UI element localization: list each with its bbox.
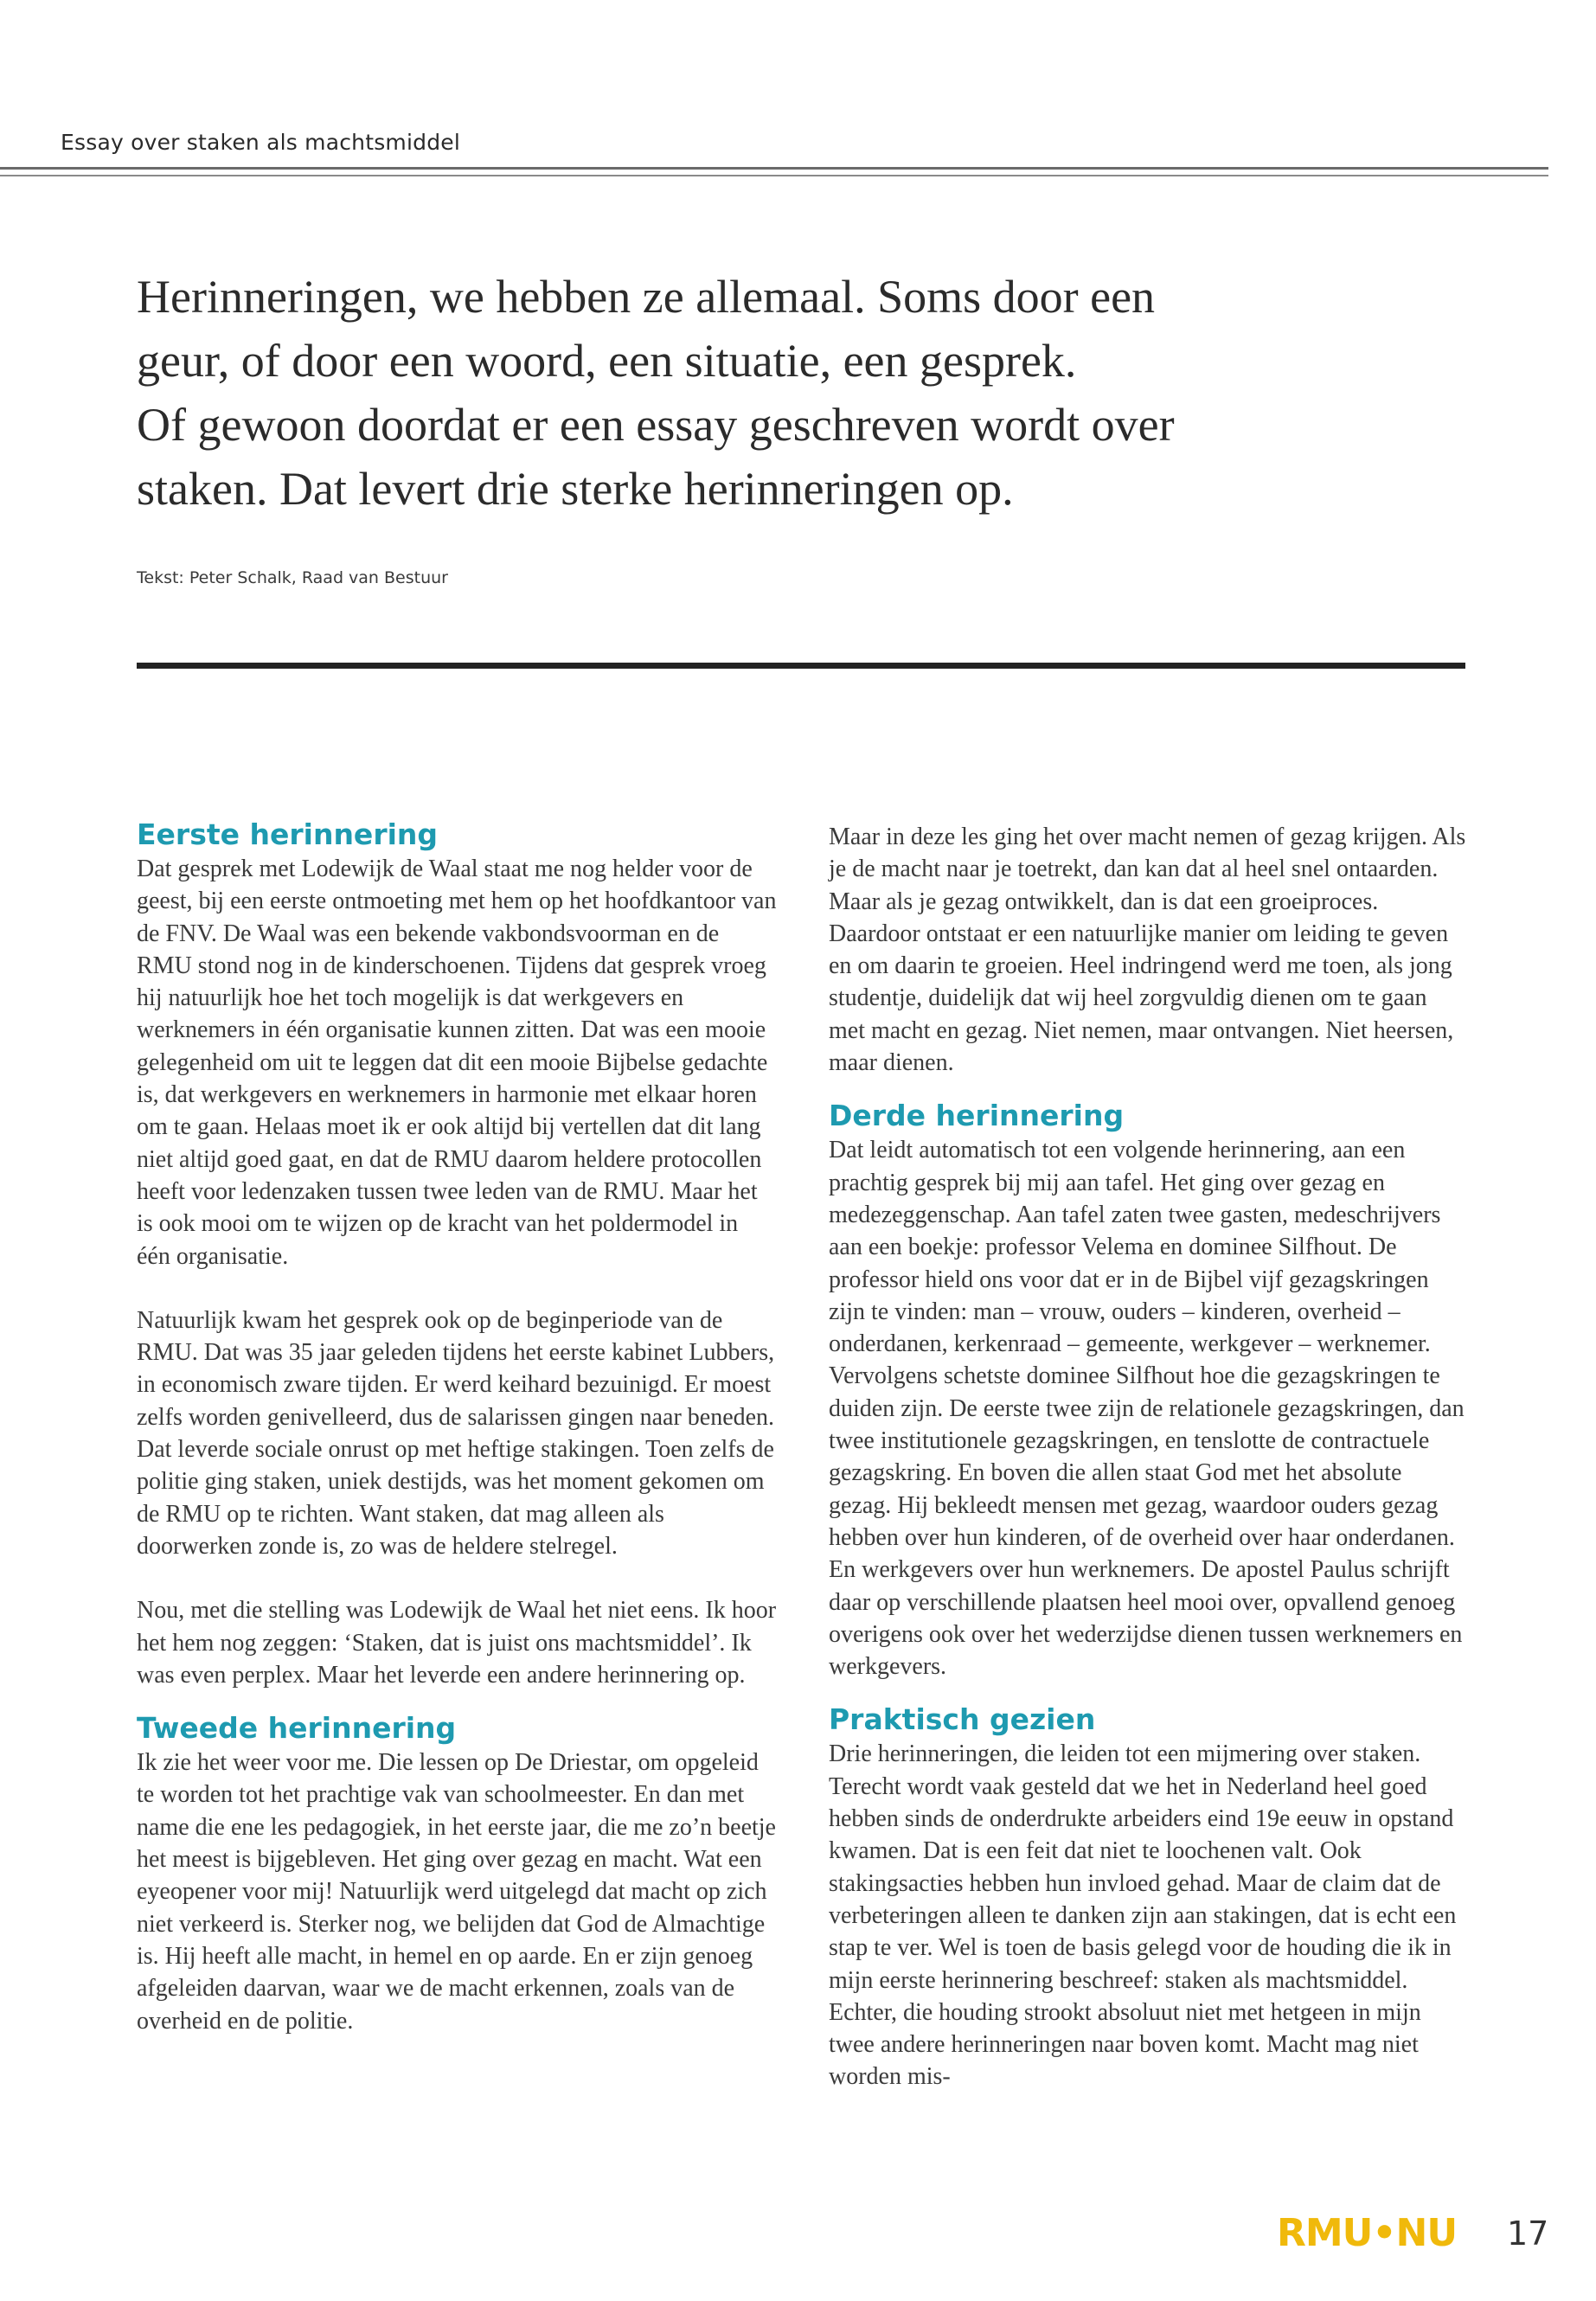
heading-tweede-herinnering: Tweede herinnering (137, 1711, 457, 1746)
intro-line: geur, of door een woord, een situatie, een gesprek. (137, 335, 1077, 387)
paragraph: Dat leidt automatisch tot een volgende herinnering, aan een prachtig gesprek bij mij aan tafel. Het ging over gezag en medezeggenschap. Aan tafel zaten twee gasten, medeschrijvers aan een boekje: professor Velema en dominee Silfhout. De professor hield ons voor dat er in de Bijbel vijf gezagskringen zijn te vinden: man – vrouw, ouders – kinderen, overheid – onderdanen, kerkenraad – gemeente, werkgever – werknemer. Vervolgens schetste dominee Silfhout hoe die gezagskringen te duiden zijn. De eerste twee zijn de relationele gezagskringen, dan twee institutionele gezagskringen, en tenslotte de contractuele gezagskring. En boven die allen staat God met het absolute gezag. Hij bekleedt mensen met gezag, waardoor ouders gezag hebben over hun kinderen, of de overheid over haar onderdanen. En werkgevers over hun werknemers. De apostel Paulus schrijft daar op verschillende plaatsen heel mooi over, opvallend genoeg overigens ook over het wederzijdse dienen tussen werknemers en werkgevers. (829, 1137, 1465, 1681)
paragraph: Maar in deze les ging het over macht nemen of gezag krijgen. Als je de macht naar je toetrekt, dan kan dat al heel snel ontaarden. Maar als je gezag ontwikkelt, dan is dat een groeiproces. Daardoor ontstaat er een natuurlijke manier om leiding te geven en om daarin te groeien. Heel indringend werd me toen, als jong studentje, duidelijk dat wij heel zorgvuldig dienen om te gaan met macht en gezag. Niet nemen, maar ontvangen. Niet heersen, maar dienen. (829, 824, 1466, 1077)
paragraph: Drie herinneringen, die leiden tot een mijmering over staken. Terecht wordt vaak gesteld dat we het in Nederland heel goed hebben sinds de onderdrukte arbeiders eind 19e eeuw in opstand kwamen. Dat is een feit dat niet te loochenen valt. Ook stakingsacties hebben hun invloed gehad. Maar de claim dat de verbeteringen alleen te danken zijn aan stakingen, dat is echt een stap te ver. Wel is toen de basis gelegd voor de houding die ik in mijn eerste herinnering beschreef: staken als machtsmiddel. Echter, die houding strookt absoluut niet met hetgeen in mijn twee andere herinneringen naar boven komt. Macht mag niet worden mis- (829, 1740, 1457, 2091)
paragraph: Dat gesprek met Lodewijk de Waal staat me nog helder voor de geest, bij een eerste ontmoeting met hem op het hoofdkantoor van de FNV. De Waal was een bekende vakbondsvoorman en de RMU stond nog in de kinderschoenen. Tijdens dat gesprek vroeg hij natuurlijk hoe het toch mogelijk is dat werkgevers en werknemers in één organisatie kunnen zitten. Dat was een mooie gelegenheid om uit te leggen dat dit een mooie Bijbelse gedachte is, dat werkgevers en werknemers in harmonie met elkaar horen om te gaan. Helaas moet ik er ook altijd bij vertellen dat dit lang niet altijd goed gaat, en dat de RMU daarom heldere protocollen heeft voor ledenzaken tussen twee leden van de RMU. Maar het is ook mooi om te wijzen op de kracht van het poldermodel in één organisatie. (137, 856, 777, 1270)
section-label: Essay over staken als machtsmiddel (61, 130, 461, 155)
paragraph: Natuurlijk kwam het gesprek ook op de beginperiode van de RMU. Dat was 35 jaar geleden tijdens het eerste kabinet Lubbers, in economisch zware tijden. Er werd keihard bezuinigd. Er moest zelfs worden genivelleerd, dus de salarissen gingen naar beneden. Dat leverde sociale onrust op met heftige stakingen. Toen zelfs de politie ging staken, uniek destijds, was het moment gekomen om de RMU op te richten. Want staken, dat mag alleen als doorwerken zonde is, zo was de heldere stelregel. (137, 1306, 775, 1560)
intro-lead (137, 265, 1218, 521)
intro-line: staken. Dat levert drie sterke herinneringen op. (137, 463, 1014, 515)
byline: Tekst: Peter Schalk, Raad van Bestuur (137, 568, 448, 587)
paragraph: Ik zie het weer voor me. Die lessen op De Driestar, om opgeleid te worden tot het prachtige vak van schoolmeester. En dan met name die ene les pedagogiek, in het eerste jaar, die me zo’n beetje het meest is bijgebleven. Het ging over gezag en macht. Wat een eyeopener voor mij! Natuurlijk werd uitgelegd dat macht op zich niet verkeerd is. Sterker nog, we belijden dat God de Almachtige is. Hij heeft alle macht, in hemel en op aarde. En er zijn genoeg afgeleiden daarvan, waar we de macht erkennen, zoals van de overheid en de politie. (137, 1749, 776, 2035)
heading-eerste-herinnering: Eerste herinnering (137, 817, 439, 851)
left-column (137, 817, 777, 2069)
intro-line: Of gewoon doordat er een essay geschreven wordt over (137, 399, 1175, 451)
divider (137, 663, 1465, 669)
paragraph: Nou, met die stelling was Lodewijk de Waal het niet eens. Ik hoor het hem nog zeggen: ‘Staken, dat is juist ons machtsmiddel’. Ik was even perplex. Maar het leverde een andere herinnering op. (137, 1597, 777, 1689)
right-column (829, 821, 1469, 2125)
heading-derde-herinnering: Derde herinnering (829, 1099, 1125, 1133)
rmu-nu-logo: RMU•NU (1277, 2211, 1458, 2255)
heading-praktisch-gezien: Praktisch gezien (829, 1702, 1096, 1737)
header-rule (0, 167, 1548, 170)
page-number: 17 (1507, 2214, 1549, 2253)
intro-line: Herinneringen, we hebben ze allemaal. Soms door een (137, 271, 1156, 323)
header-rule-thin (0, 175, 1548, 176)
